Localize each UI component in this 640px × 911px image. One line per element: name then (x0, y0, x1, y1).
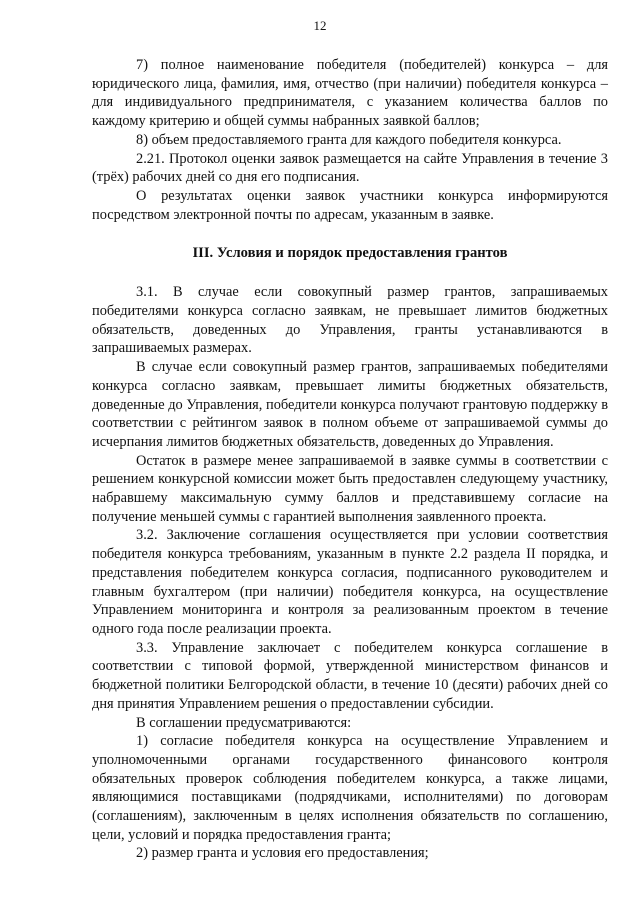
section-heading: III. Условия и порядок предоставления грантов (192, 245, 508, 262)
clause-2-21: 2.21. Протокол оценки заявок размещается на сайте Управления в течение 3 (трёх) рабочих дней со дня его подписания. (92, 150, 608, 186)
paragraph-remainder: Остаток в размере менее запрашиваемой в заявке суммы в соответствии с решением конкурсной комиссии может быть предоставлен следующему участнику, набравшему максимальную сумму баллов и представившему согласие на получение меньшей суммы с гарантией выполнения заявленного проекта. (92, 452, 608, 525)
page-number: 12 (313, 18, 327, 33)
list-item-7: 7) полное наименование победителя (победителей) конкурса – для юридического лица, фамилия, имя, отчество (при наличии) победителя конкурса – для индивидуального предпринимателя, с указанием количества баллов по каждому критерию и общей суммы набранных заявкой баллов; (92, 57, 608, 130)
agreement-item-1: 1) согласие победителя конкурса на осуществление Управлением и уполномоченными органами государственного финансового контроля обязательных проверок соблюдения победителем конкурса, а также лицами, являющимися поставщиками (подрядчиками, исполнителями) по договорам (соглашениям), заключенным в целях исполнения обязательств по соглашению, цели, условий и порядка предоставления гранта; (92, 733, 608, 843)
clause-3-1: 3.1. В случае если совокупный размер грантов, запрашиваемых победителями конкурса согласно заявкам, не превышает лимитов бюджетных обязательств, доведенных до Управления, гранты устанавливаются в запрашиваемых размерах. (92, 284, 608, 357)
paragraph-limit-exceeded: В случае если совокупный размер грантов, запрашиваемых победителями конкурса согласно заявкам, превышает лимиты бюджетных обязательств, доведенные до Управления, победители конкурса получают грантовую поддержку в соответствии с рейтингом заявок в полном объеме от запрашиваемой суммы до исчерпания лимитов бюджетных обязательств, доведенных до Управления. (92, 359, 608, 450)
document-body (92, 56, 608, 863)
list-item-8: 8) объем предоставляемого гранта для каждого победителя конкурса. (136, 131, 562, 148)
clause-3-2: 3.2. Заключение соглашения осуществляется при условии соответствия победителя конкурса требованиям, указанным в пункте 2.2 раздела II порядка, и представления победителем конкурса согласия, подписанного руководителем и главным бухгалтером (при наличии) победителя конкурса, на осуществление Управлением мониторинга и контроля за реализованным проектом в течение одного года после реализации проекта. (92, 527, 608, 637)
agreement-item-2: 2) размер гранта и условия его предоставления; (136, 845, 429, 862)
clause-3-3: 3.3. Управление заключает с победителем конкурса соглашение в соответствии с типовой формой, утвержденной министерством финансов и бюджетной политики Белгородской области, в течение 10 (десяти) рабочих дней со дня принятия Управлением решения о предоставлении субсидии. (92, 639, 608, 712)
paragraph-agreement-provisions: В соглашении предусматриваются: (136, 714, 352, 731)
paragraph-results-notice: О результатах оценки заявок участники конкурса информируются посредством электронной почты по адресам, указанным в заявке. (92, 187, 608, 223)
